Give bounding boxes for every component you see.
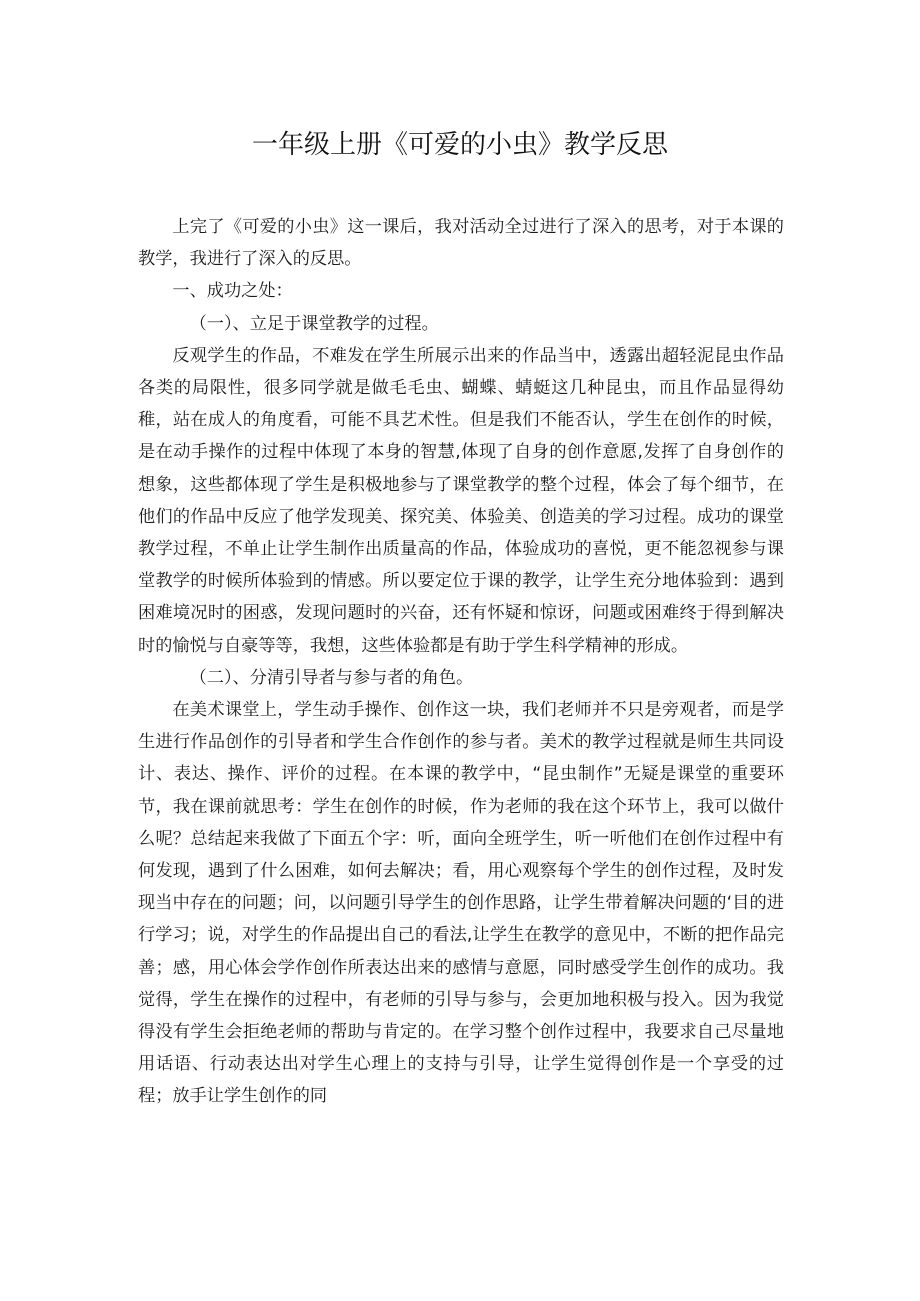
body-paragraph-1: 反观学生的作品，不难发在学生所展示出来的作品当中，透露出超轻泥昆虫作品各类的局限性，很多同学就是做毛毛虫、蝴蝶、蜻蜓这几种昆虫，而且作品显得幼稚，站在成人的角度看，可能不具艺术性。但是我们不能否认，学生在创作的时候，是在动手操作的过程中体现了本身的智慧,体现了自身的创作意愿,发挥了自身创作的想象，这些都体现了学生是积极地参与了课堂教学的整个过程，体会了每个细节，在他们的作品中反应了他学发现美、探究美、体验美、创造美的学习过程。成功的课堂教学过程，不单止让学生制作出质量高的作品，体验成功的喜悦，更不能忽视参与课堂教学的时候所体验到的情感。所以要定位于课的教学，让学生充分地体验到：遇到困难境况时的困惑，发现问题时的兴奋，还有怀疑和惊讶，问题或困难终于得到解决时的愉悦与自豪等等，我想，这些体验都是有助于学生科学精神的形成。 bbox=[138, 345, 784, 656]
section-heading-success: 一、成功之处： bbox=[172, 281, 293, 302]
document-title: 一年级上册《可爱的小虫》教学反思 bbox=[251, 130, 668, 160]
intro-paragraph: 上完了《可爱的小虫》这一课后，我对活动全过进行了深入的思考，对于本课的教学，我进行了深入的反思。 bbox=[138, 217, 784, 270]
subsection-heading-1: （一）、立足于课堂教学的过程。 bbox=[189, 313, 439, 334]
subsection-heading-2: （二）、分清引导者与参与者的角色。 bbox=[189, 667, 474, 688]
document-body bbox=[138, 211, 784, 1113]
body-paragraph-2: 在美术课堂上，学生动手操作、创作这一块，我们老师并不只是旁观者，而是学生进行作品创作的引导者和学生合作创作的参与者。美术的教学过程就是师生共同设计、表达、操作、评价的过程。在本课的教学中，“昆虫制作”无疑是课堂的重要环节，我在课前就思考：学生在创作的时候，作为老师的我在这个环节上，我可以做什么呢？总结起来我做了下面五个字：听，面向全班学生，听一听他们在创作过程中有何发现，遇到了什么困难，如何去解决；看，用心观察每个学生的创作过程，及时发现当中存在的问题；问，以问题引导学生的创作思路，让学生带着解决问题的‘目的进行学习；说，对学生的作品提出自己的看法,让学生在教学的意见中，不断的把作品完善；感，用心体会学作创作所表达出来的感情与意愿，同时感受学生创作的成功。我觉得，学生在操作的过程中，有老师的引导与参与，会更加地积极与投入。因为我觉得没有学生会拒绝老师的帮助与肯定的。在学习整个创作过程中，我要求自己尽量地用话语、行动表达出对学生心理上的支持与引导，让学生觉得创作是一个享受的过程；放手让学生创作的同 bbox=[138, 700, 784, 1107]
